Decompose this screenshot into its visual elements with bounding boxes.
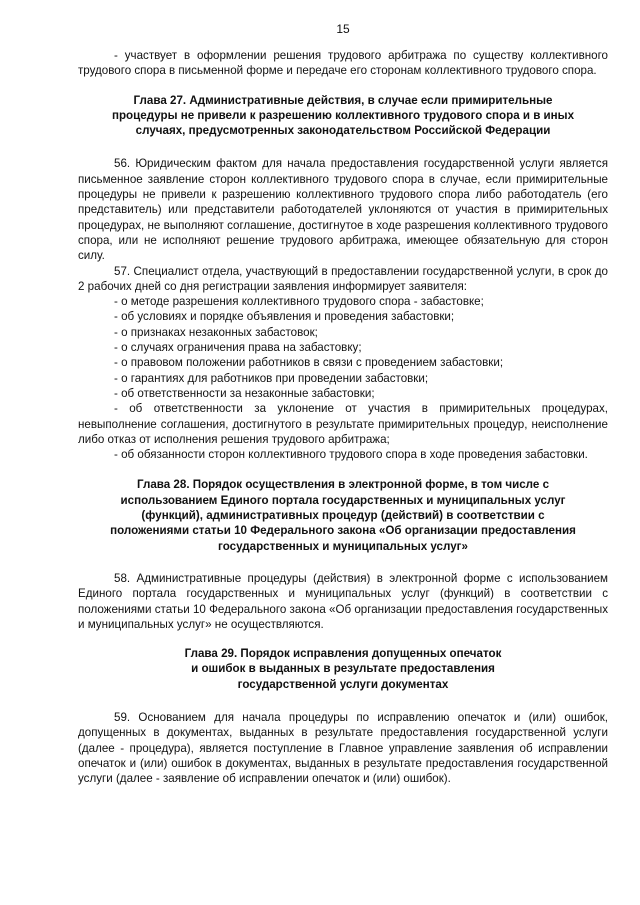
chapter-29-title bbox=[78, 646, 608, 692]
chapter-27-title-line: процедуры не привели к разрешению коллективного трудового спора и в иных bbox=[111, 108, 575, 122]
chapter-28-title-line: государственных и муниципальных услуг» bbox=[218, 539, 468, 553]
intro-paragraph: - участвует в оформлении решения трудового арбитража по существу коллективного трудового спора в письменной форме и передаче его сторонам коллективного трудового спора. bbox=[78, 49, 608, 78]
paragraph-57: 57. Специалист отдела, участвующий в предоставлении государственной услуги, в срок до 2 рабочих дней со дня регистрации заявления информирует заявителя: bbox=[78, 264, 608, 293]
document-page bbox=[78, 22, 608, 786]
page-number: 15 bbox=[336, 22, 350, 36]
list-item: - об обязанности сторон коллективного трудового спора в ходе проведения забастовки. bbox=[114, 448, 588, 462]
chapter-27-title-line: Глава 27. Административные действия, в случае если примирительные bbox=[133, 93, 553, 107]
paragraph-58: 58. Административные процедуры (действия) в электронной форме с использованием Единого портала государственных и муниципальных услуг (функций) в соответствии с положениями статьи 10 Федерального закона «Об организации предоставления государственных и муниципальных услуг» не осуществляются. bbox=[78, 571, 608, 631]
paragraph-59: 59. Основанием для начала процедуры по исправлению опечаток и (или) ошибок, допущенных в документах, выданных в результате предоставления государственной услуги (далее - процедура), является поступление в Главное управление заявления об исправлении опечаток и (или) ошибок в документах, выданных в результате предоставления государственной услуги (далее - заявление об исправлении опечаток и (или) ошибок). bbox=[78, 710, 608, 786]
chapter-28-title-line: использованием Единого портала государственных и муниципальных услуг bbox=[120, 493, 566, 507]
list-item: - о правовом положении работников в связи с проведением забастовки; bbox=[114, 356, 504, 370]
list-item: - о гарантиях для работников при проведении забастовки; bbox=[114, 371, 429, 385]
chapter-29-title-line: государственной услуги документах bbox=[237, 677, 449, 691]
chapter-29-title-line: и ошибок в выданных в результате предоставления bbox=[191, 662, 495, 676]
chapter-28-title-line: (функций), административных процедур (действий) в соответствии с bbox=[141, 509, 545, 523]
list-item: - о случаях ограничения права на забастовку; bbox=[114, 341, 362, 355]
list-item: - об ответственности за уклонение от участия в примирительных процедурах, невыполнение соглашения, достигнутого в результате примирительных процедур, неисполнение либо отказ от исполнения решения трудового арбитража; bbox=[78, 402, 608, 446]
list-item: - об условиях и порядке объявления и проведения забастовки; bbox=[114, 310, 455, 324]
chapter-27-title-line: случаях, предусмотренных законодательством Российской Федерации bbox=[135, 124, 551, 138]
chapter-28-title bbox=[78, 477, 608, 553]
list-item: - о методе разрешения коллективного трудового спора - забастовке; bbox=[114, 295, 484, 309]
list-item: - об ответственности за незаконные забастовки; bbox=[114, 386, 375, 400]
chapter-28-title-line: Глава 28. Порядок осуществления в электронной форме, в том числе с bbox=[136, 478, 550, 492]
chapter-29-title-line: Глава 29. Порядок исправления допущенных опечаток bbox=[184, 647, 502, 661]
paragraph-56: 56. Юридическим фактом для начала предоставления государственной услуги является письменное заявление сторон коллективного трудового спора в случае, если примирительные процедуры не привели к разрешению коллективного трудового спора либо работодатель (его представитель) или представители работодателей уклоняются от участия в примирительных процедурах, не выполняют соглашение, достигнутое в ходе разрешения коллективного трудового спора, или не исполняют решение трудового арбитража, имеющее обязательную для сторон силу. bbox=[78, 157, 608, 263]
chapter-27-title bbox=[78, 93, 608, 139]
chapter-28-title-line: положениями статьи 10 Федерального закона «Об организации предоставления bbox=[110, 524, 576, 538]
list-item: - о признаках незаконных забастовок; bbox=[114, 325, 318, 339]
